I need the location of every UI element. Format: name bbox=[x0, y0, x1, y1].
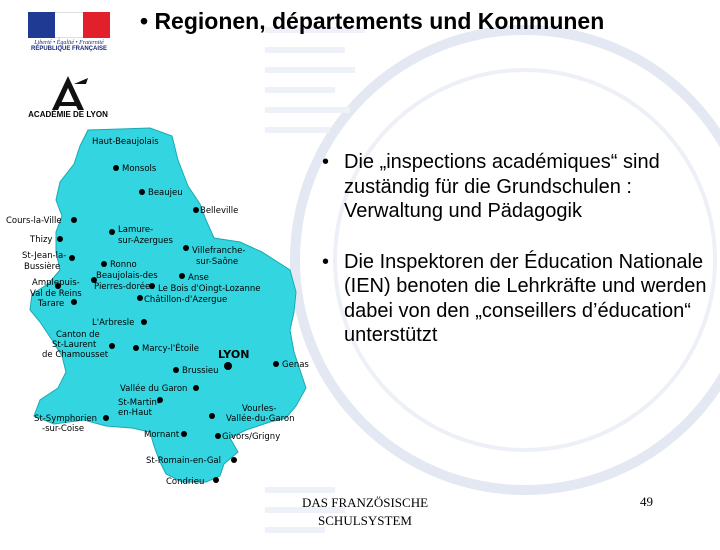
label-anse: Anse bbox=[188, 273, 209, 283]
label-marcy: Marcy-l'Étoile bbox=[142, 344, 200, 354]
label-villefranche-2: sur-Saône bbox=[196, 257, 239, 267]
label-amplepuis-2: Val de Reins bbox=[30, 289, 82, 299]
bullet-marker: • bbox=[322, 151, 330, 173]
page-number: 49 bbox=[640, 494, 653, 509]
label-genas: Genas bbox=[282, 360, 309, 370]
label-lamure-1: Lamure- bbox=[118, 225, 154, 235]
bullet-list bbox=[322, 150, 712, 374]
label-vourles-2: Vallée-du-Garon bbox=[226, 414, 295, 424]
label-lamure-2: sur-Azergues bbox=[118, 236, 173, 246]
label-beaujeu: Beaujeu bbox=[148, 188, 183, 198]
marker-st-symphorien bbox=[103, 415, 109, 421]
label-st-jean-1: St-Jean-la- bbox=[22, 251, 67, 261]
marker-monsols bbox=[113, 165, 119, 171]
flag-red bbox=[83, 12, 110, 38]
bullet-text-1: Die „inspections académiques“ sind zuständig für die Grundschulen : Verwaltung und Pädagogik bbox=[344, 151, 660, 222]
label-lyon: LYON bbox=[218, 348, 250, 361]
marker-thizy bbox=[57, 236, 63, 242]
label-beaujolais-des-1: Beaujolais-des bbox=[96, 271, 158, 281]
label-canton-1: Canton de bbox=[56, 330, 100, 340]
flag-icon bbox=[28, 12, 110, 38]
label-canton-3: de Chamousset bbox=[42, 350, 109, 360]
label-belleville: Belleville bbox=[200, 206, 239, 216]
marker-givors bbox=[215, 433, 221, 439]
marker-beaujeu bbox=[139, 189, 145, 195]
label-st-martin-2: en-Haut bbox=[118, 408, 153, 418]
label-st-martin-1: St-Martin- bbox=[118, 398, 160, 408]
label-st-symphorien-2: -sur-Coise bbox=[42, 424, 85, 434]
bullet-item-2 bbox=[322, 250, 712, 348]
label-st-jean-2: Bussière bbox=[24, 262, 61, 272]
label-beaujolais-des-2: Pierres-dorées bbox=[94, 282, 155, 292]
label-st-romain: St-Romain-en-Gal bbox=[146, 456, 221, 466]
flag-blue bbox=[28, 12, 55, 38]
label-larbresle: L'Arbresle bbox=[92, 318, 135, 328]
footer-text: DAS FRANZÖSISCHE SCHULSYSTEM bbox=[301, 495, 429, 528]
marker-cours-la-ville bbox=[71, 217, 77, 223]
slide-title: • Regionen, départements und Kommunen bbox=[140, 8, 605, 34]
marker-genas bbox=[273, 361, 279, 367]
label-st-symphorien-1: St-Symphorien bbox=[34, 414, 97, 424]
label-condrieu: Condrieu bbox=[166, 477, 205, 487]
label-haut-beaujolais: Haut-Beaujolais bbox=[92, 137, 159, 147]
marker-canton-st-laurent bbox=[109, 343, 115, 349]
label-canton-2: St-Laurent bbox=[52, 340, 97, 350]
marker-vourles bbox=[209, 413, 215, 419]
label-cours-la-ville: Cours-la-Ville bbox=[6, 216, 62, 226]
academie-label: ACADÉMIE DE LYON bbox=[28, 110, 108, 119]
marker-mornant bbox=[181, 431, 187, 437]
bullet-text-2: Die Inspektoren der Éducation Nationale (IEN) benoten die Lehrkräfte und werden dabei von den „conseillers d’éducation“ unterstützt bbox=[344, 250, 707, 346]
label-vallee-garon: Vallée du Garon bbox=[120, 384, 188, 394]
label-amplepuis-1: Amplepuis- bbox=[32, 278, 80, 288]
bullet-marker: • bbox=[322, 250, 330, 273]
label-thizy: Thizy bbox=[30, 235, 53, 245]
marker-tarare bbox=[71, 299, 77, 305]
academie-de-lyon-logo bbox=[18, 72, 118, 124]
marker-villefranche bbox=[183, 245, 189, 251]
marker-chatillon bbox=[137, 295, 143, 301]
label-brussieu: Brussieu bbox=[182, 366, 219, 376]
marker-ronno bbox=[101, 261, 107, 267]
republique-francaise-logo bbox=[28, 12, 110, 64]
marker-anse bbox=[179, 273, 185, 279]
marker-lamure bbox=[109, 229, 115, 235]
marker-vallee-garon bbox=[193, 385, 199, 391]
marker-larbresle bbox=[141, 319, 147, 325]
rhone-map bbox=[0, 120, 330, 495]
rf-name: RÉPUBLIQUE FRANÇAISE bbox=[30, 46, 107, 52]
academie-emblem-icon bbox=[18, 72, 118, 112]
label-tarare: Tarare bbox=[38, 299, 65, 309]
label-mornant: Mornant bbox=[144, 430, 180, 440]
marker-lyon bbox=[224, 362, 232, 370]
label-givors: Givors/Grigny bbox=[222, 432, 281, 442]
marker-condrieu bbox=[213, 477, 219, 483]
label-vourles-1: Vourles- bbox=[242, 404, 277, 414]
rf-motto: Liberté • Égalité • Fraternité bbox=[34, 40, 104, 46]
label-villefranche-1: Villefranche- bbox=[192, 246, 246, 256]
label-chatillon: Châtillon-d'Azergue bbox=[144, 295, 228, 305]
label-ronno: Ronno bbox=[110, 260, 137, 270]
marker-st-jean bbox=[69, 255, 75, 261]
label-le-bois: Le Bois d'Oingt-Lozanne bbox=[158, 284, 261, 294]
bullet-item-1 bbox=[322, 150, 712, 224]
marker-belleville bbox=[193, 207, 199, 213]
marker-st-romain bbox=[231, 457, 237, 463]
label-monsols: Monsols bbox=[122, 164, 157, 174]
marker-marcy bbox=[133, 345, 139, 351]
flag-white bbox=[55, 12, 82, 38]
marker-brussieu bbox=[173, 367, 179, 373]
